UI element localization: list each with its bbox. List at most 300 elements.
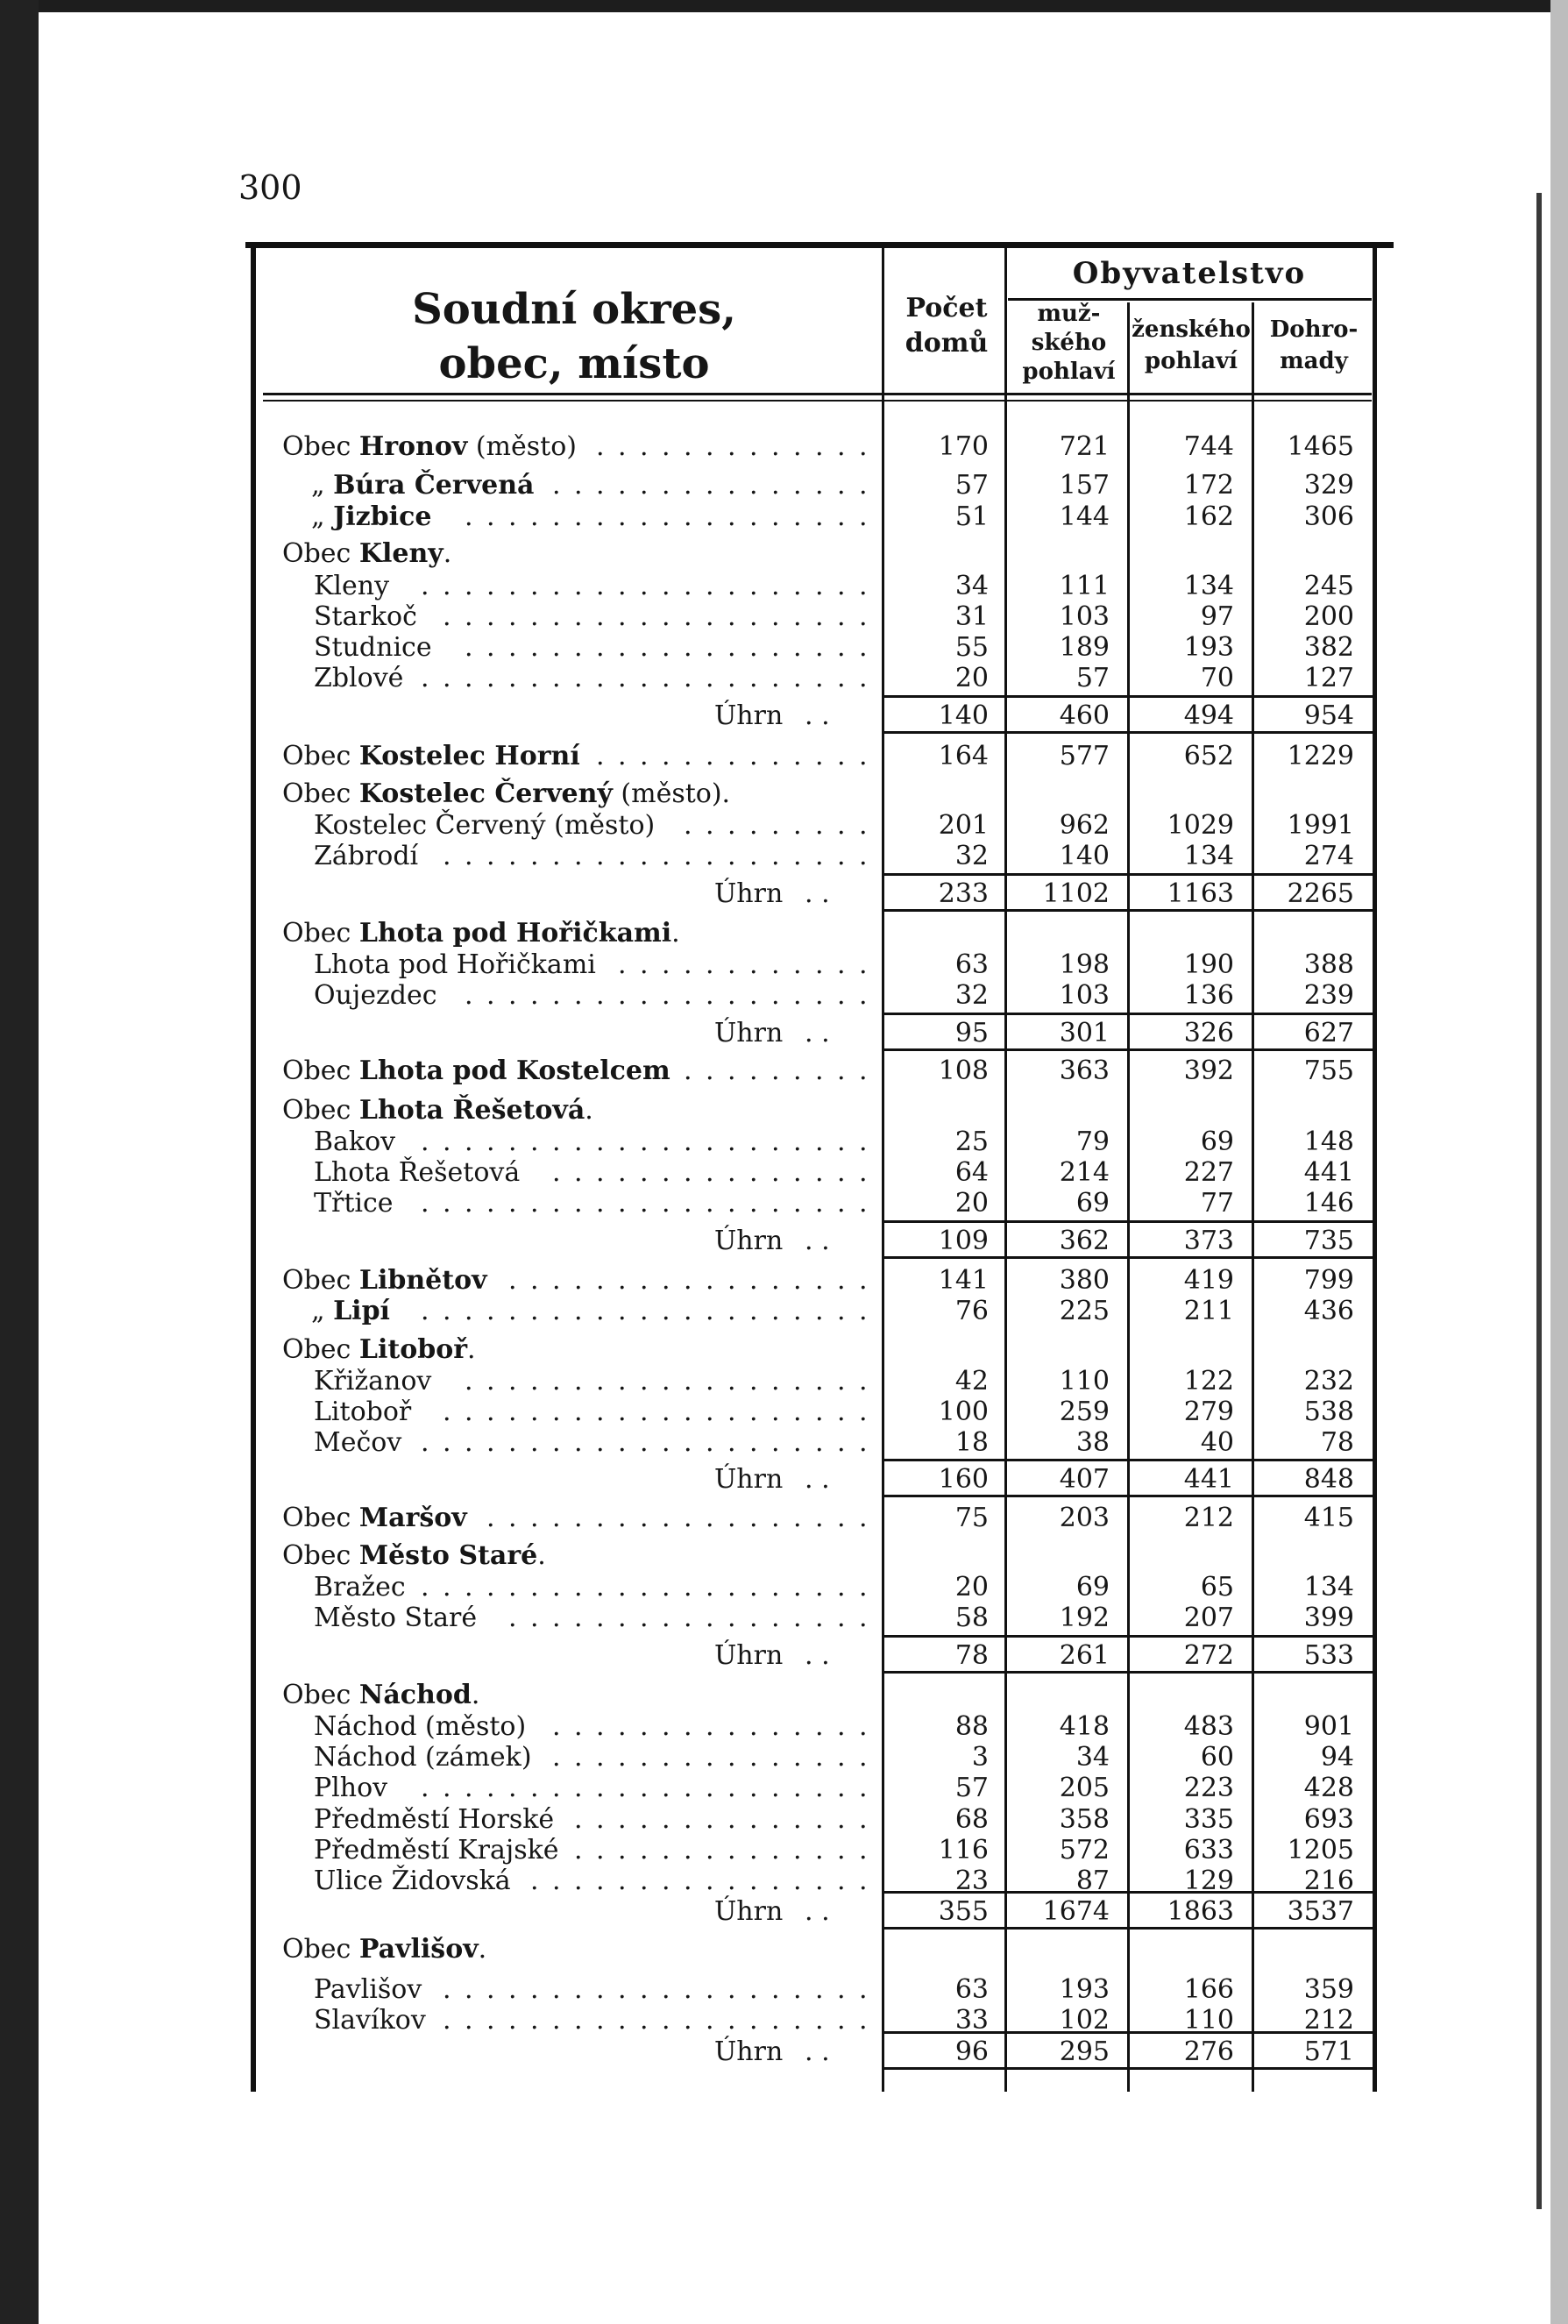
- cell-total: 2265: [1287, 878, 1354, 909]
- leader-dot: .: [771, 501, 780, 532]
- leader-dot: .: [662, 571, 670, 601]
- place-suffix: Náchod (zámek): [314, 1742, 532, 1773]
- leader-dot: .: [640, 1711, 649, 1742]
- leader-dot: .: [618, 1366, 627, 1397]
- leader-dot: .: [596, 601, 605, 632]
- leader-dot: .: [727, 663, 736, 693]
- cell-male: 214: [1059, 1157, 1110, 1188]
- leader-dot: .: [662, 1773, 670, 1803]
- total-row: [0, 877, 1568, 908]
- cell-houses: 96: [954, 2036, 989, 2067]
- leader-dot: .: [771, 1711, 780, 1742]
- leader-dot: .: [596, 1265, 605, 1296]
- leader-dot: .: [706, 470, 714, 501]
- leader-dot: .: [530, 1603, 539, 1633]
- leader-dot: .: [662, 1974, 670, 2005]
- leader-dot: .: [706, 1974, 714, 2005]
- leader-dot: .: [530, 2005, 539, 2036]
- leader-dot: .: [727, 1804, 736, 1835]
- cell-total: 848: [1303, 1464, 1354, 1495]
- leader-dot: .: [465, 2005, 473, 2036]
- leader-dot: .: [793, 1366, 802, 1397]
- cell-total: 755: [1303, 1055, 1354, 1086]
- leader-dot: .: [706, 632, 714, 663]
- leader-dot: .: [596, 632, 605, 663]
- leader-dot: .: [530, 501, 539, 532]
- leader-dot: .: [486, 1366, 495, 1397]
- leader-dot: .: [749, 1055, 758, 1086]
- leader-dot: .: [465, 1188, 473, 1219]
- cell-total: 306: [1303, 501, 1354, 532]
- cell-male: 189: [1059, 632, 1110, 663]
- leader-dot: .: [552, 501, 561, 532]
- cell-total: 571: [1303, 2036, 1354, 2067]
- cell-female: 65: [1200, 1572, 1234, 1603]
- leader-dot: .: [465, 980, 473, 1011]
- leader-dot: .: [771, 1055, 780, 1086]
- place-prefix: „: [311, 501, 334, 532]
- place-label: [311, 1296, 390, 1326]
- place-name: Litoboř: [358, 1334, 468, 1365]
- place-suffix: Ulice Židovská: [314, 1866, 511, 1896]
- leader-dot: .: [815, 949, 824, 980]
- leader-dot: .: [618, 1804, 627, 1835]
- leader-dot: .: [837, 501, 846, 532]
- cell-houses: 34: [954, 571, 989, 601]
- table-top-rule: [245, 242, 1394, 248]
- cell-houses: 33: [954, 2005, 989, 2036]
- place-label: [314, 1974, 422, 2005]
- leader-dot: .: [552, 1397, 561, 1427]
- place-name: Lhota pod Kostelcem: [358, 1055, 670, 1086]
- leader-dot: .: [662, 980, 670, 1011]
- leader-dot: .: [771, 841, 780, 871]
- leader-dot: .: [771, 601, 780, 632]
- leader-dot: .: [684, 1835, 692, 1866]
- leader-dot: .: [618, 1427, 627, 1458]
- leader-dot: .: [552, 1265, 561, 1296]
- leader-dot: .: [596, 431, 605, 462]
- leader-dot: .: [771, 431, 780, 462]
- leader-dot: .: [596, 1974, 605, 2005]
- leader-dot: .: [465, 1427, 473, 1458]
- table-row: [0, 1263, 1568, 1295]
- leader-dot: .: [859, 1572, 868, 1603]
- leader-dot: .: [706, 1126, 714, 1157]
- cell-female: 193: [1183, 632, 1234, 663]
- leader-dot: .: [443, 1773, 451, 1803]
- table-row: [0, 569, 1568, 601]
- leader-dot: .: [443, 1397, 451, 1427]
- leader-dot: .: [837, 632, 846, 663]
- cell-male: 198: [1059, 949, 1110, 980]
- table-row: [0, 808, 1568, 840]
- place-suffix: .: [537, 1540, 546, 1571]
- leader-dot: .: [837, 1835, 846, 1866]
- cell-male: 193: [1059, 1974, 1110, 2005]
- cell-male: 69: [1075, 1188, 1110, 1219]
- table-row: [0, 839, 1568, 871]
- leader-dot: .: [530, 1503, 539, 1533]
- cell-total: 239: [1303, 980, 1354, 1011]
- leader-dot: .: [662, 431, 670, 462]
- leader-dot: .: [727, 571, 736, 601]
- leader-dot: .: [552, 1503, 561, 1533]
- leader-dot: .: [508, 1974, 517, 2005]
- cell-houses: 141: [938, 1265, 989, 1296]
- leader-dot: .: [486, 980, 495, 1011]
- leader-dot: .: [465, 1572, 473, 1603]
- leader-dot: .: [859, 1773, 868, 1803]
- leader-dot: .: [684, 980, 692, 1011]
- leader-dot: .: [706, 1265, 714, 1296]
- header-total: [1254, 314, 1373, 377]
- leader-dot: .: [596, 1296, 605, 1326]
- header-total-line2: mady: [1280, 348, 1348, 374]
- leader-dot: .: [443, 1427, 451, 1458]
- leader-dot: .: [596, 1866, 605, 1896]
- leader-dot: .: [749, 1603, 758, 1633]
- leader-dot: .: [684, 601, 692, 632]
- place-suffix: .: [467, 1334, 476, 1365]
- leader-dot: .: [706, 1866, 714, 1896]
- place-label: [314, 1157, 520, 1188]
- leader-dot: .: [552, 1742, 561, 1773]
- table-row: [0, 1333, 1568, 1364]
- cell-female: 211: [1183, 1296, 1234, 1326]
- leader-dot: .: [640, 1503, 649, 1533]
- cell-houses: 78: [954, 1640, 989, 1671]
- leader-dot: .: [793, 663, 802, 693]
- leader-dot: .: [749, 1866, 758, 1896]
- leader-dot: .: [596, 1397, 605, 1427]
- leader-dot: .: [421, 571, 429, 601]
- leader-dot: .: [815, 1742, 824, 1773]
- place-suffix: .: [478, 1934, 487, 1965]
- leader-dot: .: [618, 1866, 627, 1896]
- table-row: [0, 948, 1568, 979]
- leader-dot: .: [815, 810, 824, 841]
- cell-female: 373: [1183, 1226, 1234, 1256]
- cell-total: 533: [1303, 1640, 1354, 1671]
- leader-dot: .: [465, 1773, 473, 1803]
- leader-dot: .: [640, 2005, 649, 2036]
- header-houses-line1: Počet: [905, 293, 988, 323]
- leader-dot: .: [530, 1773, 539, 1803]
- cell-total: 94: [1320, 1742, 1354, 1773]
- leader-dot: .: [640, 1397, 649, 1427]
- place-prefix: Obec: [282, 918, 359, 949]
- place-name: Pavlišov: [358, 1934, 479, 1965]
- leader-dot: .: [859, 1366, 868, 1397]
- total-label: Úhrn: [714, 1464, 784, 1495]
- cell-female: 227: [1183, 1157, 1234, 1188]
- cell-houses: 109: [938, 1226, 989, 1256]
- total-label: Úhrn: [714, 1226, 784, 1256]
- leader-dot: .: [486, 501, 495, 532]
- leader-dot: .: [684, 1773, 692, 1803]
- cell-total: 245: [1303, 571, 1354, 601]
- place-label: [314, 1366, 431, 1397]
- cell-houses: 42: [954, 1366, 989, 1397]
- leader-dot: .: [552, 1773, 561, 1803]
- cell-total: 1991: [1287, 810, 1354, 841]
- leader-dot: .: [859, 1804, 868, 1835]
- cell-female: 122: [1183, 1366, 1234, 1397]
- leader-dot: .: [706, 431, 714, 462]
- leader-dot: .: [749, 601, 758, 632]
- leader-dot: .: [815, 632, 824, 663]
- leader-dot: .: [749, 741, 758, 771]
- place-prefix: „: [311, 470, 334, 501]
- leader-dot: .: [859, 1427, 868, 1458]
- leader-dot: .: [771, 1265, 780, 1296]
- total-row: [0, 2035, 1568, 2066]
- leader-dot: .: [859, 841, 868, 871]
- leader-dot: .: [793, 2005, 802, 2036]
- cell-male: 192: [1059, 1603, 1110, 1633]
- cell-houses: 57: [954, 470, 989, 501]
- leader-dot: .: [684, 1974, 692, 2005]
- leader-dot: .: [618, 1572, 627, 1603]
- leader-dot: .: [530, 841, 539, 871]
- place-prefix: Obec: [282, 1265, 359, 1296]
- leader-dot: .: [727, 1296, 736, 1326]
- leader-dot: .: [574, 1366, 583, 1397]
- table-row: [0, 1125, 1568, 1156]
- leader-dot: .: [618, 1126, 627, 1157]
- leader-dot: .: [706, 1157, 714, 1188]
- place-suffix: Lhota Řešetová: [314, 1157, 521, 1188]
- cell-houses: 170: [938, 431, 989, 462]
- leader-dot: .: [596, 2005, 605, 2036]
- place-suffix: Plhov: [314, 1773, 388, 1803]
- cell-houses: 63: [954, 1974, 989, 2005]
- leader-dot: .: [596, 663, 605, 693]
- leader-dot: .: [508, 1773, 517, 1803]
- leader-dot: .: [727, 601, 736, 632]
- leader-dot: .: [749, 1397, 758, 1427]
- leader-dot: .: [749, 1366, 758, 1397]
- leader-dot: .: [508, 632, 517, 663]
- leader-dot: .: [837, 1974, 846, 2005]
- leader-dot: .: [640, 1603, 649, 1633]
- leader-dot: .: [640, 980, 649, 1011]
- cell-male: 69: [1075, 1572, 1110, 1603]
- leader-dot: .: [465, 841, 473, 871]
- cell-male: 140: [1059, 841, 1110, 871]
- table-row: [0, 1972, 1568, 2004]
- leader-dot: .: [596, 1742, 605, 1773]
- table-row: [0, 1570, 1568, 1602]
- cell-male: 103: [1059, 980, 1110, 1011]
- place-label: [314, 1126, 395, 1157]
- leader-dot: .: [684, 571, 692, 601]
- header-female: [1130, 314, 1252, 377]
- leader-dot: .: [706, 1711, 714, 1742]
- leader-dot: .: [837, 2005, 846, 2036]
- leader-dot: .: [530, 1427, 539, 1458]
- leader-dot: .: [859, 2005, 868, 2036]
- cell-male: 157: [1059, 470, 1110, 501]
- place-prefix: Obec: [282, 1680, 359, 1710]
- cell-houses: 18: [954, 1427, 989, 1458]
- leader-dot: .: [771, 1188, 780, 1219]
- leader-dot: .: [727, 949, 736, 980]
- leader-dot: .: [465, 1126, 473, 1157]
- leader-dot: .: [508, 1503, 517, 1533]
- leader-dot: .: [837, 741, 846, 771]
- leader-dot: .: [837, 1773, 846, 1803]
- leader-dot: .: [443, 2005, 451, 2036]
- table-row: [0, 1802, 1568, 1834]
- leader-dot: .: [837, 980, 846, 1011]
- place-label: [282, 1540, 546, 1571]
- leader-dot: .: [793, 1711, 802, 1742]
- leader-dot: .: [815, 1157, 824, 1188]
- leader-dot: .: [662, 2005, 670, 2036]
- cell-houses: 160: [938, 1464, 989, 1495]
- leader-dot: .: [684, 632, 692, 663]
- leader-dot: .: [859, 632, 868, 663]
- leader-dot: .: [640, 632, 649, 663]
- table-row: [0, 1054, 1568, 1085]
- place-label: [314, 1773, 387, 1803]
- leader-dot: .: [618, 1773, 627, 1803]
- leader-dot: .: [640, 1366, 649, 1397]
- leader-dot: .: [421, 1296, 429, 1326]
- place-suffix: Zblové: [314, 663, 404, 693]
- place-name: Kostelec Horní: [358, 741, 580, 771]
- leader-dot: .: [552, 601, 561, 632]
- leader-dot: .: [793, 601, 802, 632]
- table-row: [0, 777, 1568, 808]
- leader-dot: .: [706, 841, 714, 871]
- cell-houses: 32: [954, 980, 989, 1011]
- leader-dot: .: [640, 741, 649, 771]
- leader-dot: .: [749, 571, 758, 601]
- leader-dot: .: [618, 1603, 627, 1633]
- leader-dot: .: [618, 601, 627, 632]
- leader-dot: .: [465, 1397, 473, 1427]
- leader-dot: .: [421, 1773, 429, 1803]
- leader-dots: . .: [805, 700, 830, 731]
- place-label: [311, 501, 431, 532]
- leader-dot: .: [574, 1296, 583, 1326]
- leader-dot: .: [727, 2005, 736, 2036]
- leader-dot: .: [618, 632, 627, 663]
- leader-dot: .: [859, 470, 868, 501]
- header-bottom-rule: [263, 393, 1372, 395]
- leader-dot: .: [662, 1503, 670, 1533]
- leader-dot: .: [508, 601, 517, 632]
- cell-female: 129: [1183, 1866, 1234, 1896]
- leader-dot: .: [771, 1296, 780, 1326]
- leader-dot: .: [443, 1296, 451, 1326]
- table-row: [0, 1678, 1568, 1709]
- leader-dot: .: [662, 470, 670, 501]
- leader-dot: .: [640, 1188, 649, 1219]
- total-label: Úhrn: [714, 2036, 784, 2067]
- leader-dot: .: [596, 741, 605, 771]
- leader-dot: .: [793, 841, 802, 871]
- leader-dot: .: [815, 2005, 824, 2036]
- place-label: [314, 2005, 426, 2036]
- leader-dot: .: [771, 1397, 780, 1427]
- leader-dot: .: [793, 431, 802, 462]
- total-label: Úhrn: [714, 700, 784, 731]
- leader-dot: .: [749, 663, 758, 693]
- leader-dot: .: [662, 1866, 670, 1896]
- cell-houses: 20: [954, 1572, 989, 1603]
- leader-dot: .: [508, 980, 517, 1011]
- cell-female: 419: [1183, 1265, 1234, 1296]
- leader-dot: .: [837, 1366, 846, 1397]
- cell-male: 962: [1059, 810, 1110, 841]
- leader-dot: .: [662, 1835, 670, 1866]
- leader-dot: .: [618, 980, 627, 1011]
- place-name: Jizbice: [333, 501, 432, 532]
- leader-dot: .: [749, 949, 758, 980]
- cell-female: 276: [1183, 2036, 1234, 2067]
- cell-male: 261: [1059, 1640, 1110, 1671]
- leader-dot: .: [465, 1974, 473, 2005]
- leader-dot: .: [574, 1397, 583, 1427]
- leader-dot: .: [771, 1366, 780, 1397]
- leader-dot: .: [771, 1503, 780, 1533]
- leader-dot: .: [706, 1055, 714, 1086]
- cell-female: 279: [1183, 1397, 1234, 1427]
- cell-male: 205: [1059, 1773, 1110, 1803]
- table-row: [0, 1601, 1568, 1632]
- leader-dot: .: [771, 1742, 780, 1773]
- leader-dot: .: [793, 1742, 802, 1773]
- cell-male: 418: [1059, 1711, 1110, 1742]
- cell-total: 428: [1303, 1773, 1354, 1803]
- leader-dot: .: [749, 1188, 758, 1219]
- total-row: [0, 699, 1568, 730]
- leader-dot: .: [815, 1603, 824, 1633]
- leader-dot: .: [706, 741, 714, 771]
- leader-dot: .: [618, 741, 627, 771]
- leader-dot: .: [508, 1265, 517, 1296]
- cell-houses: 201: [938, 810, 989, 841]
- leader-dot: .: [530, 980, 539, 1011]
- leader-dot: .: [837, 1711, 846, 1742]
- leader-dot: .: [859, 1126, 868, 1157]
- header-population-rule: [1008, 298, 1372, 301]
- cell-female: 69: [1200, 1126, 1234, 1157]
- leader-dot: .: [640, 1265, 649, 1296]
- leader-dot: .: [727, 501, 736, 532]
- leader-dot: .: [684, 741, 692, 771]
- total-row: [0, 1894, 1568, 1926]
- leader-dot: .: [508, 1427, 517, 1458]
- leader-dot: .: [596, 980, 605, 1011]
- leader-dot: .: [793, 1188, 802, 1219]
- leader-dot: .: [684, 949, 692, 980]
- place-suffix: Mečov: [314, 1427, 402, 1458]
- cell-total: 415: [1303, 1503, 1354, 1533]
- cell-houses: 75: [954, 1503, 989, 1533]
- leader-dot: .: [793, 1572, 802, 1603]
- cell-houses: 164: [938, 741, 989, 771]
- cell-houses: 58: [954, 1603, 989, 1633]
- leader-dot: .: [815, 601, 824, 632]
- leader-dot: .: [684, 1296, 692, 1326]
- header-houses-line2: domů: [905, 328, 989, 359]
- cell-male: 144: [1059, 501, 1110, 532]
